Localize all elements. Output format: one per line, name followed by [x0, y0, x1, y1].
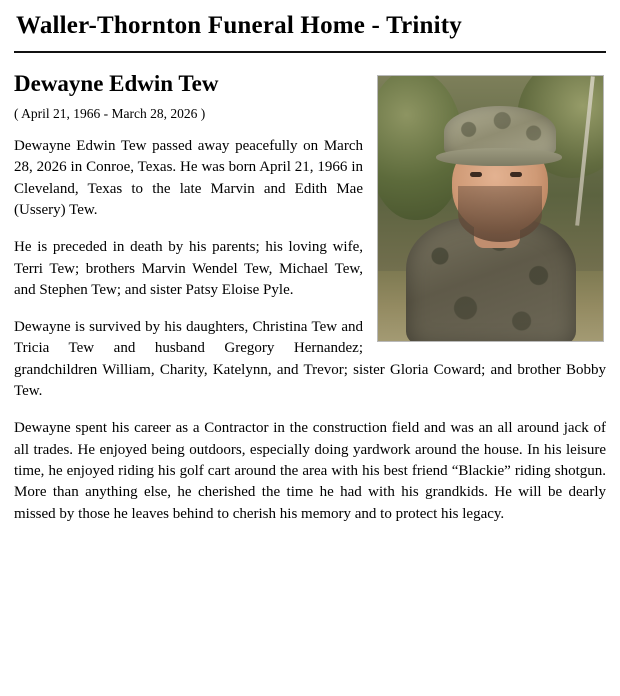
photo-eye-right: [510, 172, 522, 177]
life-dates: ( April 21, 1966 - March 28, 2026 ): [14, 106, 206, 122]
site-title: Waller-Thornton Funeral Home - Trinity: [16, 12, 463, 39]
photo-cap-brim: [436, 148, 562, 166]
photo-eye-left: [470, 172, 482, 177]
page-title: Dewayne Edwin Tew: [14, 70, 219, 96]
obituary-paragraph: Dewayne spent his career as a Contractor in the construction field and was an all around jack of all trades. He enjoyed being outdoors, especially doing yardwork around the house. In his leisure time, he enjoyed riding his golf cart around the area with his best friend “Blackie” riding shotgun. More than anything else, he cherished the time he had with his grandkids. He will be dearly missed by those he leaves behind to cherish his memory and to protect his legacy.: [14, 420, 606, 522]
obituary-paragraph: Dewayne is survived by his daughters, Christina Tew and Tricia Tew and husband Gregory Hernandez; grandchildren William, Charity, Katelynn, and Trevor; sister Gloria Coward; and brother Bobby Tew.: [14, 319, 606, 400]
obituary-paragraph: He is preceded in death by his parents; his loving wife, Terri Tew; brothers Marvin Wendel Tew, Michael Tew, and Stephen Tew; and sister Patsy Eloise Pyle.: [14, 239, 363, 298]
portrait-photo: [377, 75, 604, 342]
obituary-content: [14, 53, 606, 525]
photo-beard: [458, 186, 542, 242]
obituary-paragraph: Dewayne Edwin Tew passed away peacefully on March 28, 2026 in Conroe, Texas. He was born April 21, 1966 in Cleveland, Texas to the late Marvin and Edith Mae (Ussery) Tew.: [14, 138, 363, 218]
